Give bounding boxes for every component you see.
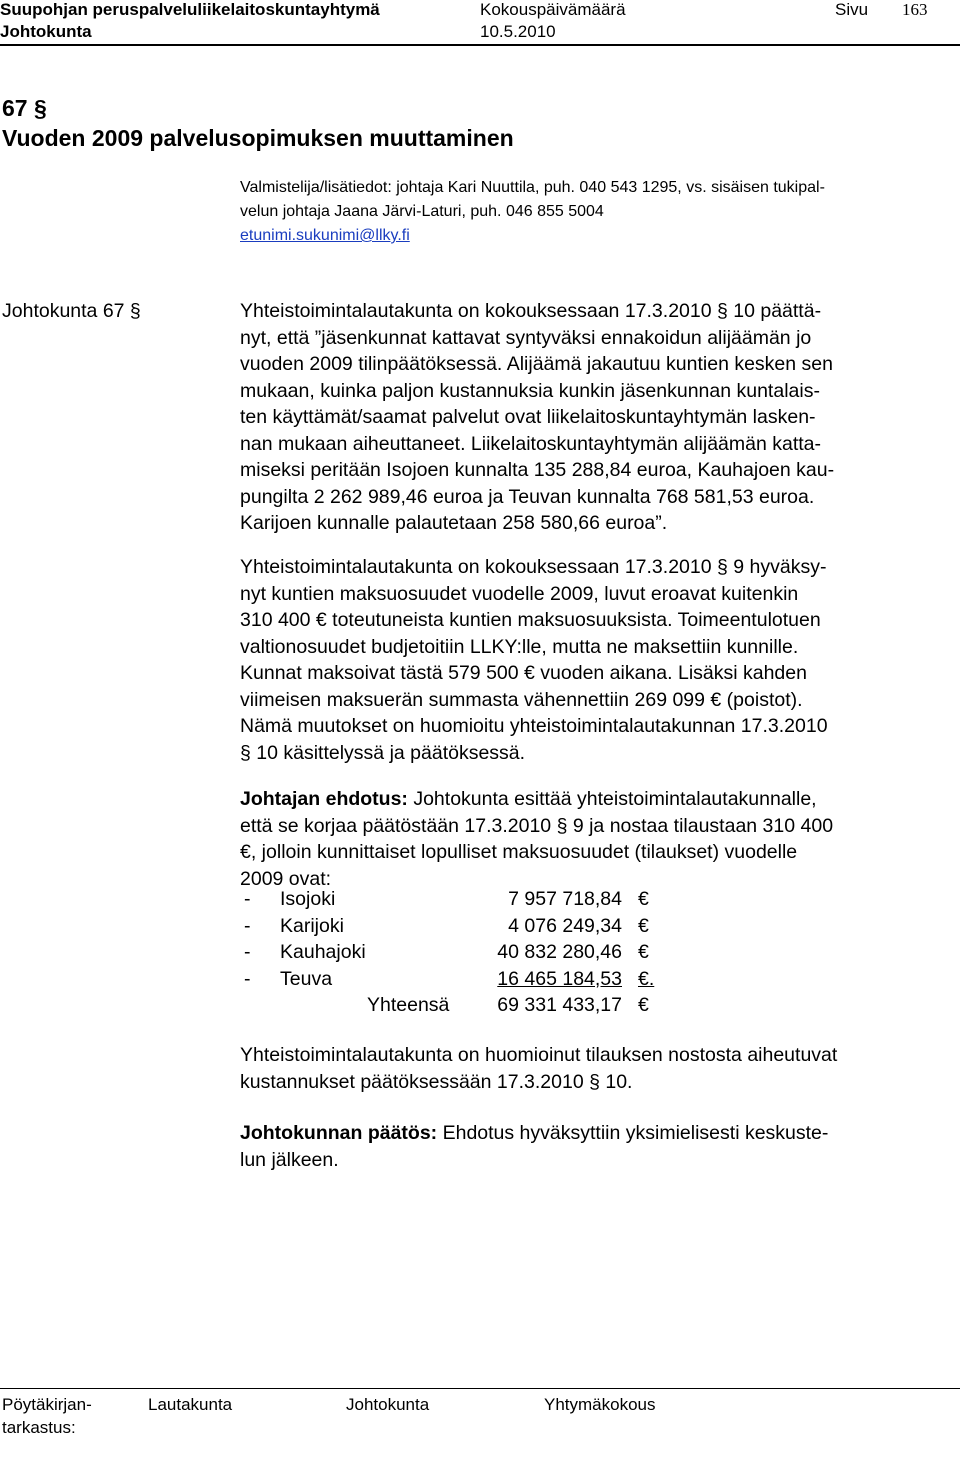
text-line: nyt kuntien maksuosuudet vuodelle 2009, luvut eroavat kuitenkin [240, 582, 799, 605]
proposal-label: Johtajan ehdotus: [240, 788, 408, 810]
proposal-text: Johtokunta esittää yhteistoimintalautakunnalle, [407, 788, 817, 810]
row-dash: - [244, 967, 251, 990]
row-amount: 16 465 184,53 [497, 967, 622, 990]
row-amount: 40 832 280,46 [497, 941, 622, 963]
row-dash: - [244, 941, 251, 963]
text-line: €, jolloin kunnittaiset lopulliset maksuosuudet (tilaukset) vuodelle [240, 841, 798, 863]
text-line: Kunnat maksoivat tästä 579 500 € vuoden aikana. Lisäksi kahden [240, 662, 807, 684]
footer-assembly-column: Yhtymäkokous [544, 1395, 656, 1414]
header-page-label: Sivu [835, 0, 869, 19]
text-line: Yhteistoimintalautakunta on huomioinut tilauksen nostosta aiheutuvat [240, 1044, 838, 1066]
text-line: miseksi peritään Isojoen kunnalta 135 288,84 euroa, Kauhajoen kau- [240, 459, 835, 481]
text-line: valtionosuudet budjetoitiin LLKY:lle, mutta ne maksettiin kunnille. [240, 635, 799, 658]
header-page-number: 163 [902, 0, 928, 19]
text-line: ten käyttämät/saamat palvelut ovat liikelaitoskuntayhtymän lasken- [240, 406, 816, 428]
footer-rule [0, 1388, 960, 1389]
text-line: kustannukset päätöksessään 17.3.2010 § 10. [240, 1070, 633, 1093]
text-line: Karijoen kunnalle palautetaan 258 580,66 euroa”. [240, 512, 668, 534]
text-line: että se korjaa päätöstään 17.3.2010 § 9 ja nostaa tilaustaan 310 400 [240, 814, 834, 837]
text-line [240, 786, 930, 813]
paragraph-cost-note [240, 1042, 930, 1095]
text-line: § 10 käsittelyssä ja päätöksessä. [240, 741, 526, 764]
text-line: Yhteistoimintalautakunta on kokouksessaan 17.3.2010 § 10 päättä- [240, 300, 822, 322]
text-line: nan mukaan aiheuttaneet. Liikelaitoskuntayhtymän alijäämän katta- [240, 432, 822, 455]
footer-checker-label [2, 1393, 92, 1439]
footer-directors-column: Johtokunta [346, 1395, 430, 1414]
row-dash: - [244, 888, 251, 910]
municipality-name: Isojoki [280, 888, 336, 910]
paragraph-decision [240, 1120, 930, 1173]
header-meeting-date: 10.5.2010 [480, 22, 556, 41]
text-line: lun jälkeen. [240, 1148, 339, 1171]
allocation-row [240, 967, 655, 995]
text-line: Yhteistoimintalautakunta on kokouksessaan 17.3.2010 § 9 hyväksy- [240, 556, 827, 578]
allocation-table [240, 888, 655, 1021]
row-amount: 4 076 249,34 [508, 914, 622, 937]
row-currency: € [638, 941, 649, 963]
text-line: Nämä muutokset on huomioitu yhteistoimintalautakunnan 17.3.2010 [240, 715, 828, 737]
footer-board-column: Lautakunta [148, 1395, 233, 1414]
allocation-total-row [240, 994, 652, 1021]
total-amount: 69 331 433,17 [497, 994, 622, 1016]
header-rule [0, 44, 960, 46]
paragraph-background [240, 298, 930, 537]
text-line: pungilta 2 262 989,46 euroa ja Teuvan kunnalta 768 581,53 euroa. [240, 485, 815, 508]
text-line: vuoden 2009 tilinpäätöksessä. Alijäämä jakautuu kuntien kesken sen [240, 353, 833, 375]
footer-checker-line-1: Pöytäkirjan- [2, 1395, 92, 1414]
text-line [240, 1120, 930, 1147]
allocation-row [240, 888, 652, 915]
preparer-line-2: velun johtaja Jaana Järvi-Laturi, puh. 046 855 5004 [240, 203, 604, 220]
municipality-name: Teuva [280, 967, 333, 990]
preparer-email-link[interactable]: etunimi.sukunimi@llky.fi [240, 227, 410, 244]
header-date-label: Kokouspäivämäärä [480, 0, 626, 19]
paragraph-proposal [240, 786, 930, 892]
decision-label: Johtokunnan päätös: [240, 1122, 438, 1144]
section-title: Vuoden 2009 palvelusopimuksen muuttaminen [2, 125, 514, 151]
row-dash: - [244, 914, 251, 937]
total-label: Yhteensä [367, 994, 450, 1016]
preparer-line-1: Valmistelija/lisätiedot: johtaja Kari Nuuttila, puh. 040 543 1295, vs. sisäisen tukipal- [240, 179, 825, 196]
text-line: mukaan, kuinka paljon kustannuksia kunkin jäsenkunnan kuntalais- [240, 379, 820, 402]
text-line: 2009 ovat: [240, 867, 332, 890]
decision-text: Ehdotus hyväksyttiin yksimielisesti keskuste- [437, 1122, 829, 1144]
municipality-name: Kauhajoki [280, 941, 366, 963]
row-currency: € [638, 914, 649, 937]
text-line: viimeisen maksuerän summasta vähennettiin 269 099 € (poistot). [240, 688, 803, 711]
header-organization: Suupohjan peruspalveluliikelaitoskuntayhtymä [0, 0, 380, 19]
row-currency: €. [638, 967, 655, 990]
municipality-name: Karijoki [280, 914, 344, 937]
section-number: 67 § [2, 95, 47, 121]
footer-checker-line-2: tarkastus: [2, 1418, 76, 1437]
row-currency: € [638, 888, 649, 910]
row-amount: 7 957 718,84 [508, 888, 622, 910]
text-line: 310 400 € toteutuneista kuntien maksuosuuksista. Toimeentulotuen [240, 609, 821, 631]
total-currency: € [638, 994, 649, 1016]
allocation-row [240, 915, 652, 942]
margin-label: Johtokunta 67 § [2, 300, 141, 322]
header-body: Johtokunta [0, 22, 92, 41]
allocation-row [240, 941, 652, 968]
paragraph-service-agreement [240, 554, 930, 766]
text-line: nyt, että ”jäsenkunnat kattavat syntyväksi ennakoidun alijäämän jo [240, 326, 812, 349]
